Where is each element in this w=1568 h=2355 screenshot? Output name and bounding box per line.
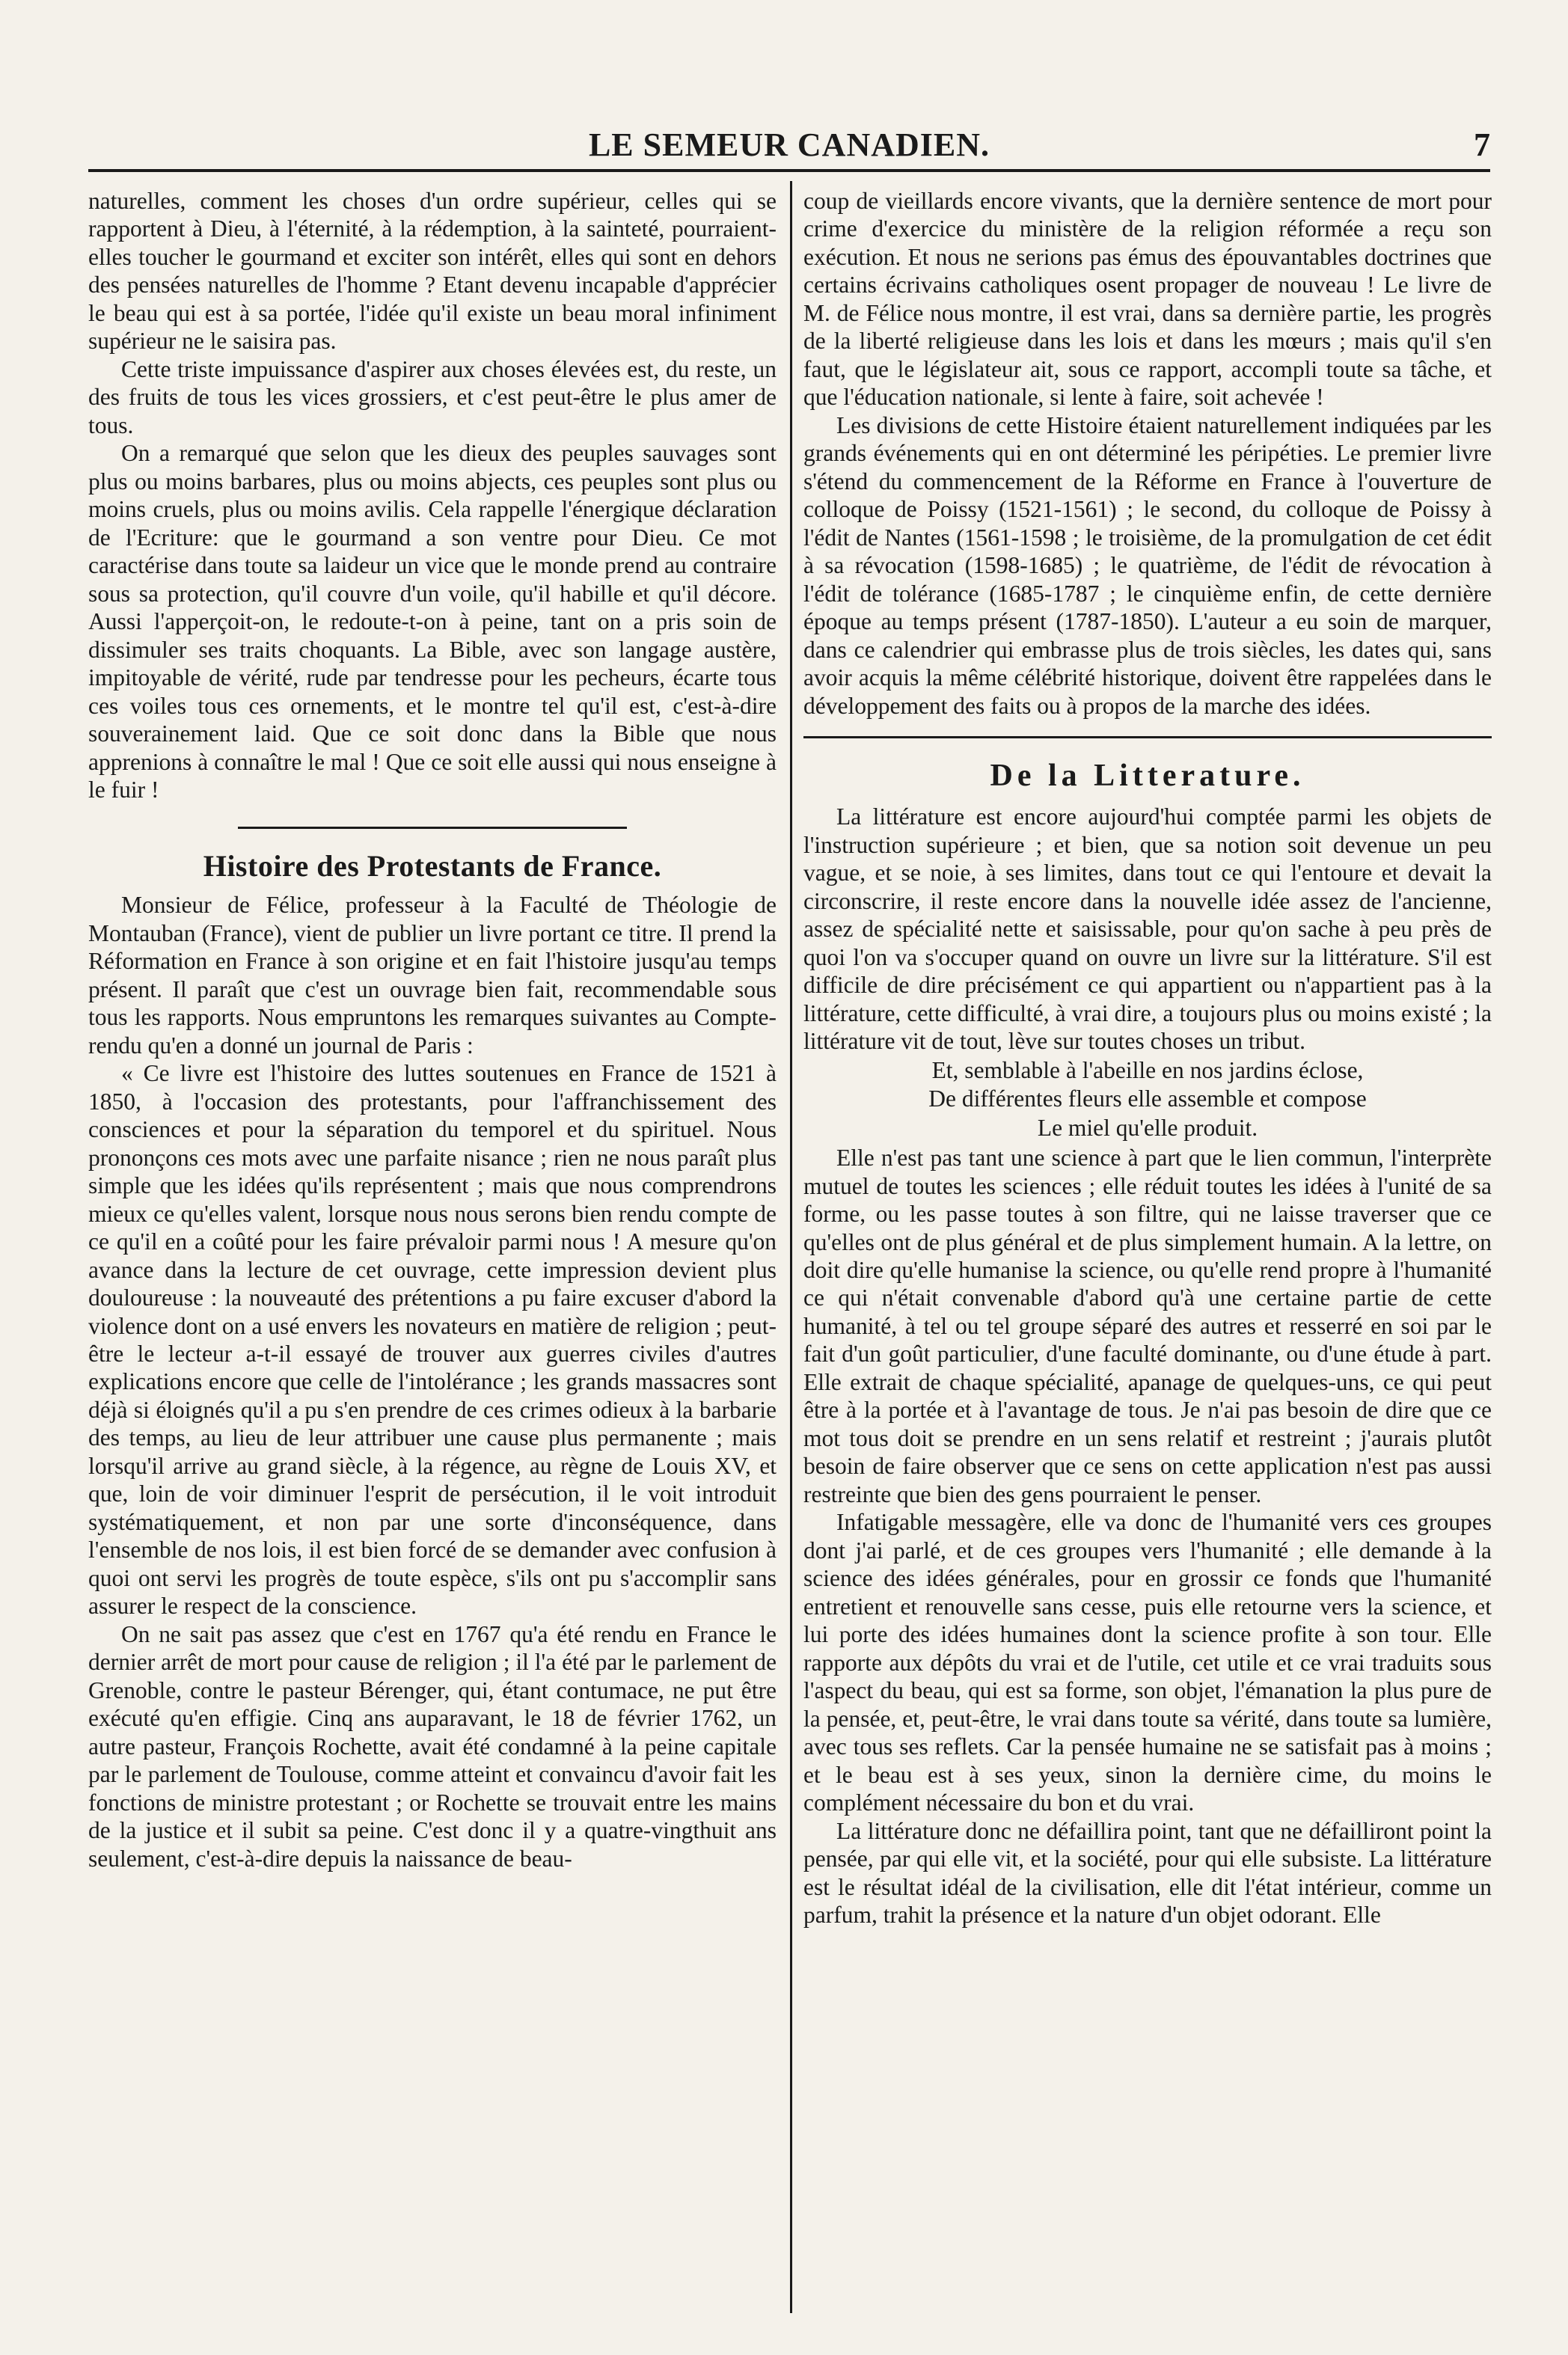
right-column: [803, 187, 1492, 1929]
paragraph: Les divisions de cette Histoire étaient naturellement indiquées par les grands événements qui en ont déterminé les péripéties. Le premier livre s'étend du commencement de la Réforme en France à l'ouverture de colloque de Poissy (1521-1561) ; le second, du colloque de Poissy à l'édit de Nantes (1561-1598 ; le troisième, de la promulgation de cet édit à sa révocation (1598-1685) ; le quatrième, de l'édit de révocation à l'édit de tolérance (1685-1787 ; le cinquième enfin, de cette dernière époque au temps présent (1787-1850). L'auteur a eu soin de marquer, dans ce calendrier qui embrasse plus de trois siècles, les dates qui, sans avoir acquis la même célébrité historique, doivent être rappelées dans le développement des faits ou à propos de la marche des idées.: [803, 411, 1492, 719]
paragraph: Monsieur de Félice, professeur à la Faculté de Théologie de Montauban (France), vient de publier un livre portant ce titre. Il prend la Réformation en France à son origine et en fait l'histoire jusqu'au temps présent. Il paraît que c'est un ouvrage bien fait, recommendable sous tous les rapports. Nous empruntons les remarques suivantes au Compte-rendu qu'en a donné un journal de Paris :: [88, 892, 777, 1059]
left-column: [88, 187, 777, 1872]
header-rule: [88, 169, 1490, 172]
verse-line: De différentes fleurs elle assemble et compose: [928, 1085, 1367, 1112]
section-heading: Histoire des Protestants de France.: [203, 848, 662, 883]
verse-line: Le miel qu'elle produit.: [1037, 1115, 1258, 1142]
paragraph: On a remarqué que selon que les dieux des peuples sauvages sont plus ou moins barbares, plus ou moins abjects, ces peuples sont plus ou moins cruels, plus ou moins avilis. Cela rappelle l'énergique déclaration de l'Ecriture: que le gourmand a son ventre pour Dieu. Ce mot caractérise dans toute sa laideur un vice que le monde prend au contraire sous sa protection, qu'il couvre d'un voile, qu'il habille et qu'il décore. Aussi l'apperçoit-on, le redoute-t-on à peine, tant on a pris soin de dissimuler ses traits choquants. La Bible, avec son langage austère, impitoyable de vérité, rude par tendresse pour les pecheurs, écarte tous ces voiles tous ces ornements, et le montre tel qu'il est, c'est-à-dire souverainement laid. Que ce soit donc dans la Bible que nous apprenions à connaître le mal ! Que ce soit elle aussi qui nous enseigne à le fuir !: [88, 440, 777, 803]
verse-line: Et, semblable à l'abeille en nos jardins éclose,: [931, 1056, 1364, 1083]
newspaper-title: LE SEMEUR CANADIEN.: [588, 126, 990, 163]
column-divider: [790, 181, 792, 2313]
paragraph: On ne sait pas assez que c'est en 1767 qu'a été rendu en France le dernier arrêt de mort pour cause de religion ; il l'a été par le parlement de Grenoble, contre le pasteur Bérenger, qui, étant contumace, ne put être exécuté qu'en effigie. Cinq ans auparavant, le 18 de février 1762, un autre pasteur, François Rochette, avait été condamné à la peine capitale par le parlement de Toulouse, comme atteint et convaincu d'avoir fait les fonctions de ministre protestant ; or Rochette se trouvait entre les mains de la justice et il subit sa peine. C'est donc il y a quatre-vingthuit ans seulement, c'est-à-dire depuis la naissance de beau-: [88, 1620, 777, 1872]
section-separator: [238, 827, 627, 829]
section-heading: De la Litterature.: [990, 759, 1305, 794]
paragraph: naturelles, comment les choses d'un ordre supérieur, celles qui se rapportent à Dieu, à l'éternité, à la rédemption, à la sainteté, pourraient-elles toucher le gourmand et exciter son intérêt, elles qui sont en dehors des pensées naturelles de l'homme ? Etant devenu incapable d'apprécier le beau qui est à sa portée, l'idée qu'il existe un beau moral infiniment supérieur ne le saisira pas.: [88, 188, 777, 355]
paragraph: La littérature donc ne défaillira point, tant que ne défailliront point la pensée, par qui elle vit, et la société, pour qui elle subsiste. La littérature est le résultat idéal de la civilisation, elle dit l'état intérieur, comme un parfum, trahit la présence et la nature d'un objet odorant. Elle: [803, 1817, 1492, 1929]
paragraph: Cette triste impuissance d'aspirer aux choses élevées est, du reste, un des fruits de tous les vices grossiers, et c'est peut-être le plus amer de tous.: [88, 355, 777, 438]
paragraph: Elle n'est pas tant une science à part que le lien commun, l'interprète mutuel de toutes les sciences ; elle réduit toutes les idées à l'unité de sa forme, ou les passe toutes à son filtre, qui ne laisse traverser que ce qu'elles ont de plus général et de plus simplement humain. A la lettre, on doit dire qu'elle humanise la science, ou qu'elle rend propre à l'humanité ce qui n'était convenable d'abord qu'à une certaine partie de cette humanité, à tel ou tel groupe séparé des autres et resserré en soi par le fait d'un goût particulier, d'une faculté dominante, ou d'une étude à part. Elle extrait de chaque spécialité, apanage de quelques-uns, ce qui peut être à la portée et à l'avantage de tous. Je n'ai pas besoin de dire que ce mot tous doit se prendre en un sens relatif et restreint ; j'aurais plutôt besoin de faire observer que ce sens on cette application n'est pas aussi restreinte que bien des gens pourraient le penser.: [803, 1145, 1492, 1507]
paragraph: coup de vieillards encore vivants, que la dernière sentence de mort pour crime d'exercice du ministère de la religion réformée a reçu son exécution. Et nous ne serions pas émus des épouvantables doctrines que certains écrivains catholiques osent propager de nouveau ! Le livre de M. de Félice nous montre, il est vrai, dans sa dernière partie, les progrès de la liberté religieuse dans les lois et dans les mœurs ; mais qu'il s'en faut, que le législateur ait, sous ce rapport, accompli toute sa tâche, et que l'éducation nationale, si lente à faire, soit achevée !: [803, 188, 1492, 411]
paragraph: Infatigable messagère, elle va donc de l'humanité vers ces groupes dont j'ai parlé, et de ces groupes vers l'humanité ; elle demande à la science des idées générales, pour en grossir ce fonds que l'humanité entretient et renouvelle sans cesse, puis elle retourne vers la science, et lui porte des idées humaines dont la science profite à son tour. Elle rapporte aux dépôts du vrai et de l'utile, cet utile et ce vrai traduits sous l'aspect du beau, qui est sa forme, son objet, l'émanation la plus pure de la pensée, et, peut-être, le vrai dans toute sa vérité, dans toute sa lumière, avec tous ses reflets. Car la pensée humaine ne se satisfait pas à moins ; et le beau est à ses yeux, sinon la dernière cime, du moins le complément nécessaire du bon et du vrai.: [803, 1509, 1492, 1816]
page-header: [88, 126, 1490, 178]
paragraph: La littérature est encore aujourd'hui comptée parmi les objets de l'instruction supérieure ; et bien, que sa notion soit devenue un peu vague, et se noie, à ses limites, dans tout ce qui l'entoure et devait la circonscrire, il reste encore dans la nouvelle idée assez de l'ancienne, assez de spécialité nette et saisissable, pour qu'on sache à peu près de quoi l'on va s'occuper quand on ouvre un livre sur la littérature. S'il est difficile de dire précisément ce qui appartient ou n'appartient pas à la littérature, cette difficulté, à vrai dire, a toujours plus ou moins existé ; la littérature vit de tout, lève sur toutes choses un tribut.: [803, 803, 1492, 1055]
section-separator: [803, 736, 1492, 738]
page-number: 7: [1474, 126, 1490, 163]
paragraph: « Ce livre est l'histoire des luttes soutenues en France de 1521 à 1850, à l'occasion des protestants, pour l'affranchissement des consciences et pour la séparation du temporel et du spirituel. Nous prononçons ces mots avec une parfaite nisance ; rien ne nous paraît plus simple que les idées qu'ils représentent ; mais que nous comprendrons mieux ce qu'elles valent, lorsque nous nous serons bien rendu compte de ce qu'il en a coûté pour les faire prévaloir parmi nous ! A mesure qu'on avance dans la lecture de cet ouvrage, cette impression devient plus douloureuse : la nouveauté des prétentions a pu faire excuser d'abord la violence dont on a usé envers les novateurs en matière de religion ; peut-être le lecteur a-t-il essayé de trouver aux guerres civiles d'autres explications encore que celle de l'intolérance ; les grands massacres sont déjà si éloignés qu'il a pu s'en prendre de ces crimes odieux à la barbarie des temps, au lieu de leur attribuer une cause plus permanente ; mais lorsqu'il arrive au grand siècle, à la régence, au règne de Louis XV, et que, loin de voir diminuer l'esprit de persécution, il le voit introduit systématiquement, et non par une sorte d'inconséquence, dans l'ensemble de nos lois, il est bien forcé de se demander avec confusion à quoi ont servi les progrès de toute espèce, s'ils ont pu s'accomplir sans assurer le respect de la conscience.: [88, 1060, 777, 1620]
